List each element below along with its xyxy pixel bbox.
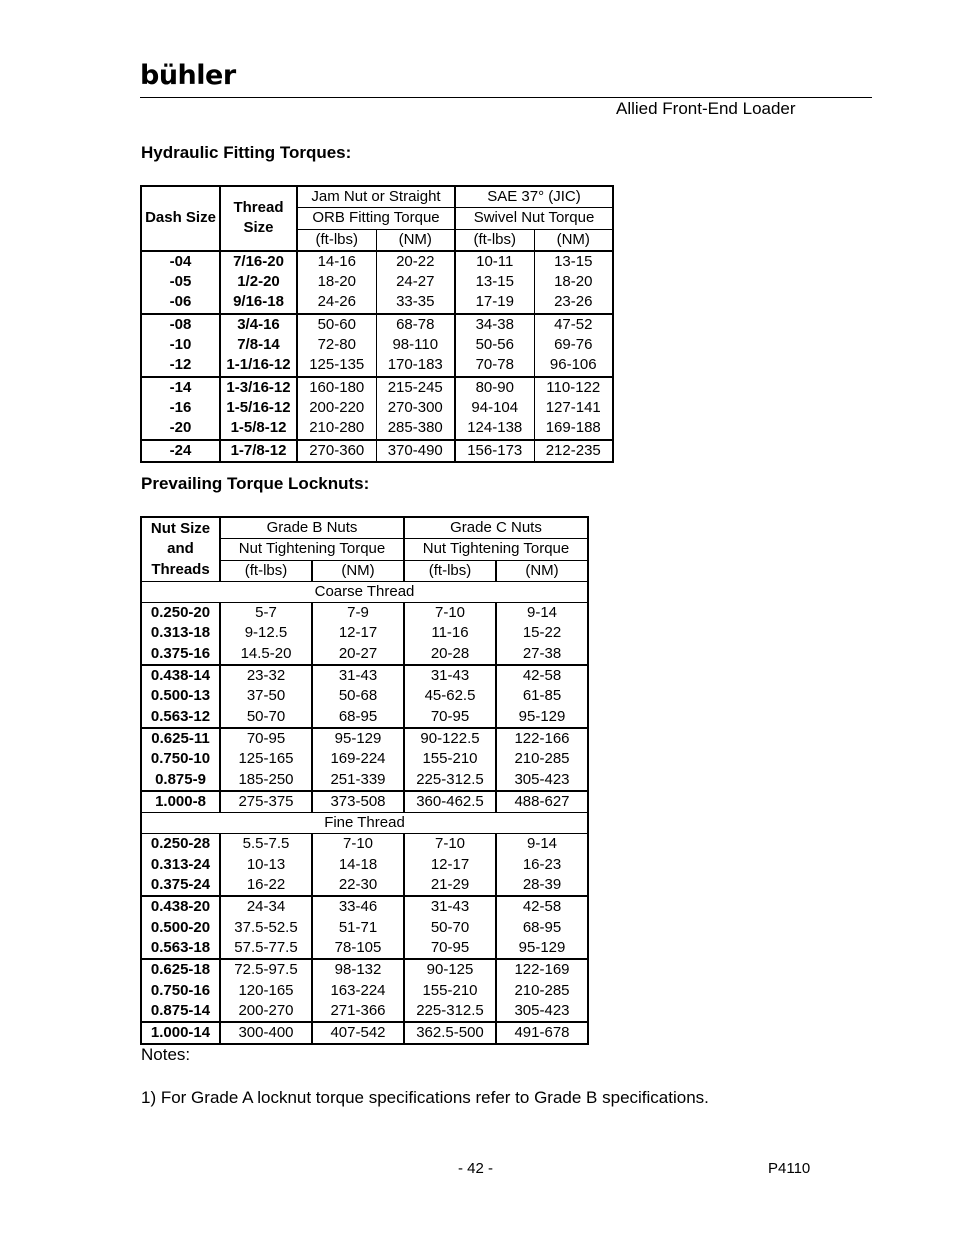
torque-cell: 31-43 — [312, 665, 404, 686]
torque-cell: 12-17 — [312, 623, 404, 643]
unit-nm: (NM) — [534, 229, 613, 251]
dash-size-cell: -12 — [141, 355, 220, 376]
torque-cell: 50-68 — [312, 686, 404, 706]
torque-cell: 68-78 — [376, 314, 455, 335]
table-row — [141, 707, 588, 728]
table-row — [141, 377, 613, 398]
torque-cell: 200-220 — [297, 398, 376, 418]
torque-cell: 362.5-500 — [404, 1022, 496, 1044]
table-row — [141, 1001, 588, 1022]
thread-size-cell: 7/8-14 — [220, 335, 297, 355]
table-row — [141, 728, 588, 749]
torque-cell: 488-627 — [496, 791, 588, 813]
table-row — [141, 1022, 588, 1044]
torque-cell: 17-19 — [455, 292, 534, 313]
torque-cell: 23-32 — [220, 665, 312, 686]
nut-size-cell: 0.313-24 — [150, 855, 211, 873]
torque-cell: 210-285 — [496, 749, 588, 769]
torque-cell: 31-43 — [404, 896, 496, 917]
torque-cell: 5.5-7.5 — [220, 834, 312, 855]
torque-cell: 80-90 — [455, 377, 534, 398]
grade-b-tightening: Nut Tightening Torque — [220, 539, 404, 560]
torque-cell: 21-29 — [404, 875, 496, 896]
nut-size-cell: 0.375-16 — [141, 644, 220, 665]
torque-cell: 5-7 — [220, 603, 312, 624]
group-header-grade-b: Grade B Nuts — [220, 517, 404, 539]
table-row — [141, 918, 588, 938]
dash-size-cell: -24 — [169, 441, 192, 459]
table-row — [141, 791, 588, 813]
torque-cell: 61-85 — [496, 686, 588, 706]
nut-size-cell: 1.000-8 — [141, 791, 220, 813]
torque-cell: 70-95 — [404, 938, 496, 959]
nut-size-cell: 1.000-14 — [141, 1022, 220, 1044]
torque-cell: 155-210 — [404, 981, 496, 1001]
group-header-orb: ORB Fitting Torque — [297, 208, 455, 229]
torque-cell: 70-78 — [455, 355, 534, 376]
unit-nm: (NM) — [376, 229, 455, 251]
table-row — [141, 272, 613, 292]
thread-size-cell: 1-3/16-12 — [220, 377, 297, 398]
torque-cell: 37.5-52.5 — [220, 918, 312, 938]
table-row — [141, 314, 613, 335]
dash-size-cell: -04 — [169, 252, 192, 270]
torque-cell: 42-58 — [496, 896, 588, 917]
col-header-dash-size: Dash Size — [141, 186, 220, 251]
group-header-grade-c: Grade C Nuts — [404, 517, 588, 539]
torque-cell: 22-30 — [312, 875, 404, 896]
nut-size-cell: 0.375-24 — [141, 875, 220, 896]
table-row — [141, 770, 588, 791]
torque-cell: 155-210 — [404, 749, 496, 769]
torque-cell: 47-52 — [534, 314, 613, 335]
nut-size-cell: 0.875-14 — [141, 1001, 220, 1022]
torque-cell: 72-80 — [297, 335, 376, 355]
nut-size-cell: 0.313-18 — [150, 624, 211, 642]
dash-size-cell: -05 — [169, 273, 192, 291]
unit-ft-lbs: (ft-lbs) — [297, 229, 376, 251]
grade-c-tightening: Nut Tightening Torque — [404, 539, 588, 560]
torque-cell: 50-60 — [297, 314, 376, 335]
nut-size-line2: and — [167, 540, 194, 558]
nut-size-cell: 0.750-10 — [150, 750, 211, 768]
torque-cell: 18-20 — [297, 272, 376, 292]
torque-cell: 95-129 — [312, 728, 404, 749]
document-subtitle: Allied Front-End Loader — [616, 99, 796, 118]
table-row — [141, 398, 613, 418]
dash-size-cell: -16 — [169, 398, 192, 416]
torque-cell: 90-125 — [404, 959, 496, 980]
col-header-thread-size — [220, 186, 297, 251]
torque-cell: 14-16 — [297, 251, 376, 272]
torque-cell: 37-50 — [220, 686, 312, 706]
torque-cell: 7-9 — [312, 603, 404, 624]
torque-cell: 9-14 — [496, 834, 588, 855]
torque-cell: 210-285 — [496, 981, 588, 1001]
page-number: - 42 - — [458, 1160, 494, 1177]
torque-cell: 51-71 — [312, 918, 404, 938]
locknut-table — [140, 516, 589, 1045]
torque-cell: 50-56 — [455, 335, 534, 355]
torque-cell: 14-18 — [312, 855, 404, 875]
torque-cell: 7-10 — [404, 834, 496, 855]
unit-nm: (NM) — [496, 560, 588, 581]
torque-cell: 9-14 — [496, 603, 588, 624]
table-row — [141, 251, 613, 272]
dash-size-cell: -20 — [141, 418, 220, 439]
torque-cell: 271-366 — [312, 1001, 404, 1022]
torque-cell: 20-27 — [312, 644, 404, 665]
table-row — [141, 440, 613, 462]
table-row — [141, 644, 588, 665]
hydraulic-fitting-table — [140, 185, 614, 463]
torque-cell: 57.5-77.5 — [220, 938, 312, 959]
torque-cell: 18-20 — [534, 272, 613, 292]
torque-cell: 33-35 — [376, 292, 455, 313]
torque-cell: 305-423 — [496, 1001, 588, 1022]
locknut-heading: Prevailing Torque Locknuts: — [141, 474, 370, 493]
nut-size-cell: 0.250-28 — [150, 835, 211, 853]
torque-cell: 78-105 — [312, 938, 404, 959]
torque-cell: 110-122 — [534, 377, 613, 398]
thread-size-line1: Thread — [233, 199, 284, 217]
torque-cell: 160-180 — [297, 377, 376, 398]
torque-cell: 70-95 — [404, 707, 496, 728]
thread-section-row — [141, 813, 588, 834]
nut-size-cell: 0.500-20 — [150, 918, 211, 936]
torque-cell: 200-270 — [220, 1001, 312, 1022]
nut-size-cell: 0.750-16 — [150, 981, 211, 999]
torque-cell: 170-183 — [376, 355, 455, 376]
torque-cell: 156-173 — [455, 440, 534, 462]
torque-cell: 13-15 — [534, 251, 613, 272]
torque-cell: 33-46 — [312, 896, 404, 917]
group-header-swivel: Swivel Nut Torque — [455, 208, 613, 229]
dash-size-cell: -06 — [141, 292, 220, 313]
torque-cell: 34-38 — [455, 314, 534, 335]
thread-size-cell: 9/16-18 — [220, 292, 297, 313]
torque-cell: 50-70 — [404, 918, 496, 938]
torque-cell: 14.5-20 — [220, 644, 312, 665]
torque-cell: 212-235 — [534, 440, 613, 462]
table-row — [141, 834, 588, 855]
nut-size-cell: 0.625-18 — [150, 961, 211, 979]
thread-size-cell: 1-5/16-12 — [220, 398, 297, 418]
torque-cell: 94-104 — [455, 398, 534, 418]
torque-cell: 270-360 — [297, 440, 376, 462]
torque-cell: 70-95 — [220, 728, 312, 749]
torque-cell: 45-62.5 — [404, 686, 496, 706]
torque-cell: 370-490 — [376, 440, 455, 462]
torque-cell: 42-58 — [496, 665, 588, 686]
table-row — [141, 665, 588, 686]
torque-cell: 225-312.5 — [404, 1001, 496, 1022]
torque-cell: 50-70 — [220, 707, 312, 728]
unit-ft-lbs: (ft-lbs) — [404, 560, 496, 581]
torque-cell: 95-129 — [496, 707, 588, 728]
torque-cell: 68-95 — [312, 707, 404, 728]
torque-cell: 275-375 — [220, 791, 312, 813]
table-row — [141, 623, 588, 643]
table-row — [141, 603, 588, 624]
torque-cell: 210-280 — [297, 418, 376, 439]
thread-section-row — [141, 581, 588, 602]
torque-cell: 20-28 — [404, 644, 496, 665]
group-header-jam-nut: Jam Nut or Straight — [297, 186, 455, 208]
nut-size-cell: 0.500-13 — [150, 687, 211, 705]
torque-cell: 15-22 — [496, 623, 588, 643]
dash-size-cell: -14 — [169, 378, 192, 396]
table-row — [141, 335, 613, 355]
torque-cell: 68-95 — [496, 918, 588, 938]
table-row — [141, 292, 613, 313]
document-number: P4110 — [768, 1160, 811, 1177]
torque-cell: 10-11 — [455, 251, 534, 272]
torque-cell: 96-106 — [534, 355, 613, 376]
unit-nm: (NM) — [312, 560, 404, 581]
table-row — [141, 981, 588, 1001]
table-row — [141, 875, 588, 896]
torque-cell: 24-34 — [220, 896, 312, 917]
table-row — [141, 959, 588, 980]
nut-size-line3: Threads — [151, 560, 210, 578]
nut-size-cell: 0.875-9 — [141, 770, 220, 791]
table-row — [141, 896, 588, 917]
torque-cell: 13-15 — [455, 272, 534, 292]
thread-size-cell: 7/16-20 — [220, 251, 297, 272]
torque-cell: 124-138 — [455, 418, 534, 439]
nut-size-cell: 0.438-20 — [150, 898, 211, 916]
torque-cell: 270-300 — [376, 398, 455, 418]
torque-cell: 300-400 — [220, 1022, 312, 1044]
torque-cell: 127-141 — [534, 398, 613, 418]
nut-size-cell: 0.563-18 — [141, 938, 220, 959]
table-row — [141, 686, 588, 706]
torque-cell: 95-129 — [496, 938, 588, 959]
torque-cell: 72.5-97.5 — [220, 959, 312, 980]
torque-cell: 285-380 — [376, 418, 455, 439]
torque-cell: 7-10 — [312, 834, 404, 855]
thread-size-cell: 1-7/8-12 — [220, 440, 297, 462]
hydraulic-fitting-heading: Hydraulic Fitting Torques: — [141, 143, 352, 162]
thread-size-cell: 1-5/8-12 — [220, 418, 297, 439]
torque-cell: 28-39 — [496, 875, 588, 896]
torque-cell: 122-169 — [496, 959, 588, 980]
unit-ft-lbs: (ft-lbs) — [455, 229, 534, 251]
torque-cell: 12-17 — [404, 855, 496, 875]
torque-cell: 491-678 — [496, 1022, 588, 1044]
buhler-logo: bühler — [140, 60, 236, 91]
thread-size-cell: 1-1/16-12 — [220, 355, 297, 376]
table-row — [141, 418, 613, 439]
nut-size-cell: 0.250-20 — [150, 604, 211, 622]
coarse-thread-label: Coarse Thread — [141, 581, 588, 602]
torque-cell: 225-312.5 — [404, 770, 496, 791]
torque-cell: 90-122.5 — [404, 728, 496, 749]
table-row — [141, 855, 588, 875]
torque-cell: 120-165 — [220, 981, 312, 1001]
torque-cell: 98-110 — [376, 335, 455, 355]
torque-cell: 23-26 — [534, 292, 613, 313]
header-rule — [140, 97, 872, 98]
dash-size-cell: -10 — [169, 336, 192, 354]
torque-cell: 215-245 — [376, 377, 455, 398]
dash-size-cell: -08 — [169, 315, 192, 333]
torque-cell: 7-10 — [404, 603, 496, 624]
torque-cell: 169-224 — [312, 749, 404, 769]
torque-cell: 31-43 — [404, 665, 496, 686]
torque-cell: 125-135 — [297, 355, 376, 376]
col-header-nut-size — [141, 517, 220, 581]
torque-cell: 407-542 — [312, 1022, 404, 1044]
unit-ft-lbs: (ft-lbs) — [220, 560, 312, 581]
torque-cell: 122-166 — [496, 728, 588, 749]
torque-cell: 251-339 — [312, 770, 404, 791]
torque-cell: 69-76 — [534, 335, 613, 355]
torque-cell: 16-22 — [220, 875, 312, 896]
torque-cell: 10-13 — [220, 855, 312, 875]
torque-cell: 185-250 — [220, 770, 312, 791]
torque-cell: 305-423 — [496, 770, 588, 791]
torque-cell: 24-26 — [297, 292, 376, 313]
torque-cell: 20-22 — [376, 251, 455, 272]
nut-size-cell: 0.625-11 — [151, 729, 210, 747]
group-header-sae: SAE 37° (JIC) — [455, 186, 613, 208]
torque-cell: 360-462.5 — [404, 791, 496, 813]
table-row — [141, 355, 613, 376]
table-row — [141, 938, 588, 959]
fine-thread-label: Fine Thread — [141, 813, 588, 834]
torque-cell: 98-132 — [312, 959, 404, 980]
torque-cell: 11-16 — [404, 623, 496, 643]
notes-label: Notes: — [141, 1045, 191, 1064]
torque-cell: 24-27 — [376, 272, 455, 292]
torque-cell: 16-23 — [496, 855, 588, 875]
note-1: 1) For Grade A locknut torque specifications refer to Grade B specifications. — [141, 1088, 709, 1107]
nut-size-cell: 0.563-12 — [141, 707, 220, 728]
nut-size-cell: 0.438-14 — [150, 667, 211, 685]
torque-cell: 163-224 — [312, 981, 404, 1001]
table-row — [141, 749, 588, 769]
thread-size-line2: Size — [243, 219, 274, 237]
torque-cell: 9-12.5 — [220, 623, 312, 643]
thread-size-cell: 1/2-20 — [220, 272, 297, 292]
torque-cell: 169-188 — [534, 418, 613, 439]
torque-cell: 27-38 — [496, 644, 588, 665]
torque-cell: 125-165 — [220, 749, 312, 769]
thread-size-cell: 3/4-16 — [220, 314, 297, 335]
torque-cell: 373-508 — [312, 791, 404, 813]
nut-size-line1: Nut Size — [150, 520, 211, 537]
